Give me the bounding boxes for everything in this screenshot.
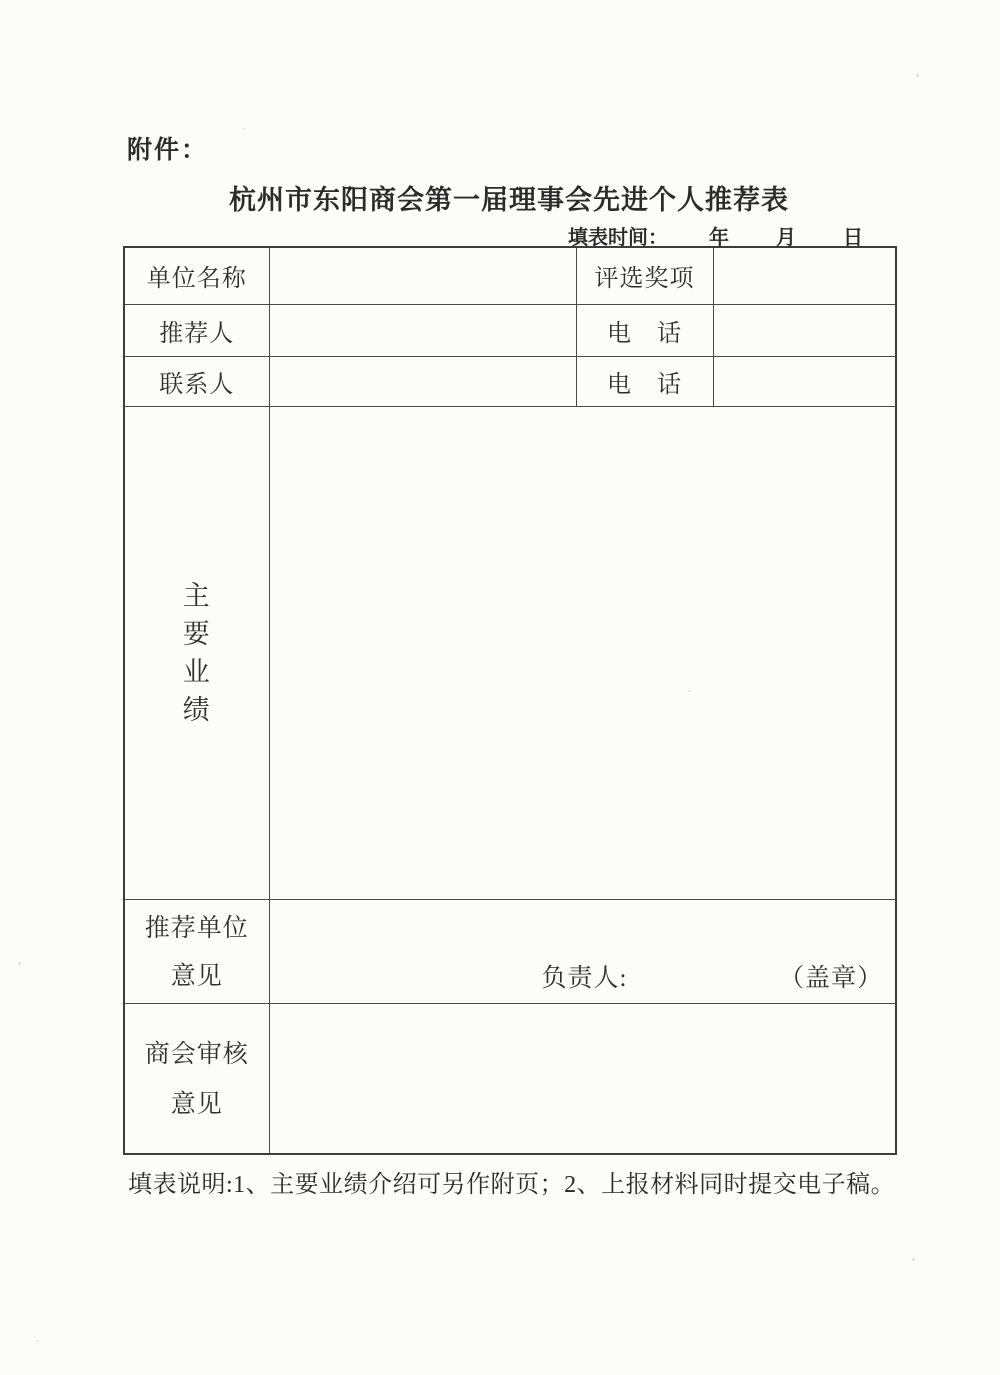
contact-phone-value-cell (713, 356, 896, 406)
label-line: 意见 (170, 962, 223, 990)
unit-name-value-cell (269, 247, 576, 304)
achievement-char: 主 (182, 580, 211, 611)
contact-person-label-cell: 联系人 (124, 356, 269, 406)
recommender-value-cell (269, 304, 576, 356)
recommender-phone-value-cell (713, 304, 896, 356)
scan-speck (243, 128, 245, 130)
contact-person-value-cell (269, 356, 576, 406)
table-row (124, 304, 896, 356)
responsible-person-label: 负责人: (541, 964, 628, 992)
award-category-label-cell: 评选奖项 (576, 247, 713, 304)
main-achievements-vertical-label (125, 577, 269, 729)
recommender-label-cell: 推荐人 (124, 304, 269, 356)
table-row (124, 356, 896, 406)
fill-date-year-label: 年 (709, 227, 729, 249)
contact-phone-label-cell: 电 话 (576, 356, 713, 406)
chamber-review-opinion-label-cell (124, 1003, 269, 1154)
fill-date-label: 填表时间： (568, 227, 668, 249)
chamber-review-opinion-value-cell (269, 1003, 896, 1154)
fill-date-month-label: 月 (776, 227, 796, 249)
table-row (124, 406, 896, 899)
recommending-unit-opinion-label-cell (124, 899, 269, 1003)
chamber-review-opinion-label (125, 1040, 269, 1117)
unit-name-label-cell: 单位名称 (124, 247, 269, 304)
table-row (124, 1003, 896, 1154)
table-row (124, 899, 896, 1003)
recommending-unit-opinion-label (125, 914, 269, 989)
scan-speck (36, 1340, 38, 1342)
main-achievements-value-cell (269, 406, 896, 899)
attachment-label: 附件： (127, 137, 209, 164)
page-title: 杭州市东阳商会第一届理事会先进个人推荐表 (229, 185, 789, 215)
table-row (124, 247, 896, 304)
achievement-char: 业 (182, 656, 211, 687)
scan-speck (18, 962, 21, 965)
scan-speck (916, 74, 919, 77)
recommending-unit-opinion-value-cell (269, 899, 896, 1003)
scan-speck (688, 690, 690, 692)
award-category-value-cell (713, 247, 896, 304)
label-line: 推荐单位 (144, 914, 249, 942)
fill-date-day-label: 日 (843, 227, 863, 249)
achievement-char: 要 (182, 618, 211, 649)
recommendation-form-table (123, 246, 897, 1155)
label-line: 意见 (170, 1090, 223, 1118)
scan-speck (912, 1258, 915, 1261)
seal-placeholder-label: （盖章） (778, 964, 883, 992)
achievement-char: 绩 (182, 694, 211, 725)
label-line: 商会审核 (144, 1040, 249, 1068)
main-achievements-label-cell (124, 406, 269, 899)
form-instructions: 填表说明:1、主要业绩介绍可另作附页；2、上报材料同时提交电子稿。 (128, 1172, 896, 1198)
recommender-phone-label-cell: 电 话 (576, 304, 713, 356)
